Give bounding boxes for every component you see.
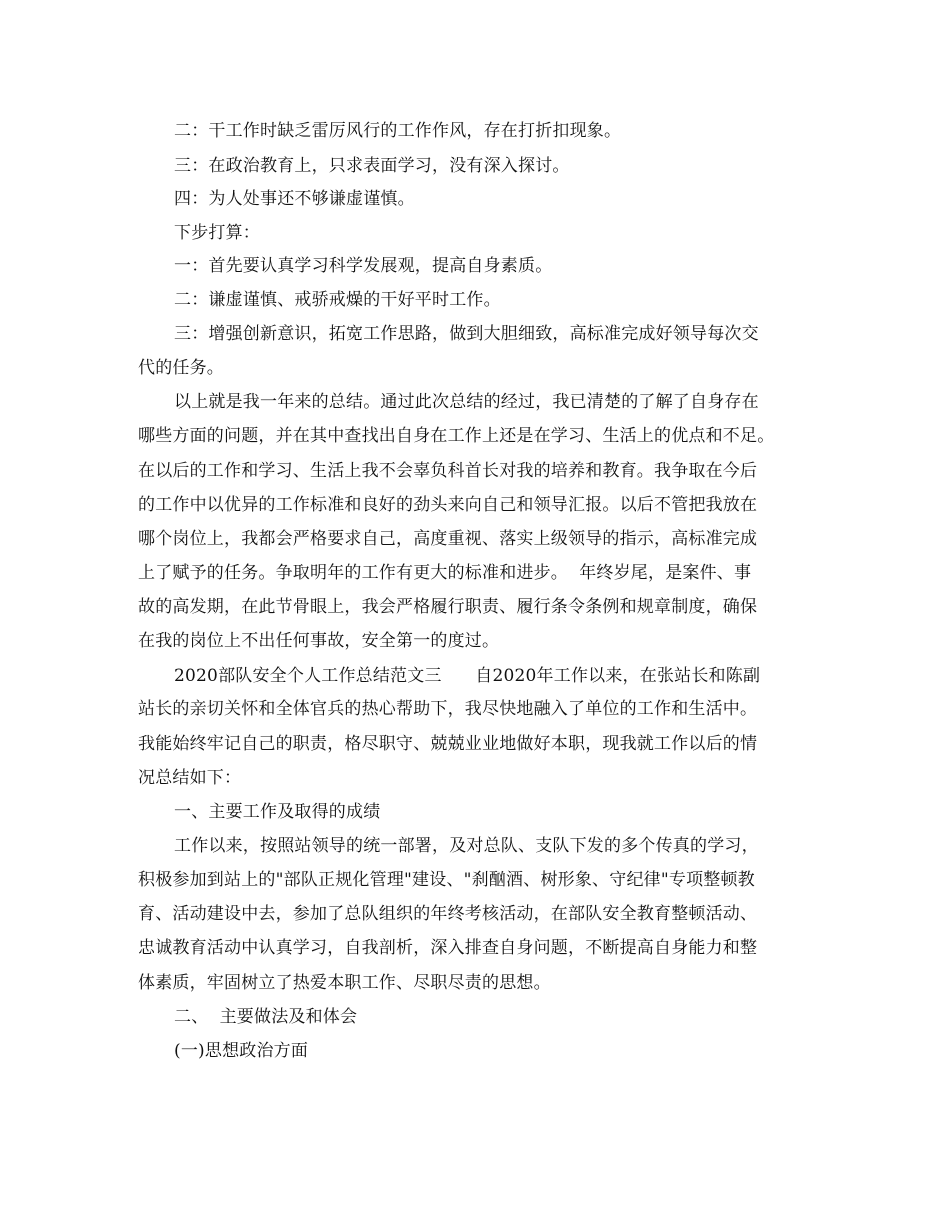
text-line: 一：首先要认真学习科学发展观，提高自身素质。 [174,256,553,276]
text-line: 站长的亲切关怀和全体官兵的热心帮助下，我尽快地融入了单位的工作和生活中。 [138,699,758,719]
text-line: 哪个岗位上，我都会严格要求自己，高度重视、落实上级领导的指示，高标准完成 [138,529,758,549]
text-line: 工作以来，按照站领导的统一部署，及对总队、支队下发的多个传真的学习， [174,836,759,856]
text-line: 体素质，牢固树立了热爱本职工作、尽职尽责的思想。 [138,973,551,993]
text-line: 故的高发期，在此节骨眼上，我会严格履行职责、履行条令条例和规章制度，确保 [138,597,758,617]
text-line: 四：为人处事还不够谦虚谨慎。 [174,189,415,209]
text-line: 上了赋予的任务。争取明年的工作有更大的标准和进步。 年终岁尾，是案件、事 [138,563,752,583]
text-line: 哪些方面的问题，并在其中查找出自身在工作上还是在学习、生活上的优点和不足。 [138,426,775,446]
text-line: 三：增强创新意识，拓宽工作思路，做到大胆细致，高标准完成好领导每次交 [174,324,759,344]
text-line: 三：在政治教育上，只求表面学习，没有深入探讨。 [174,156,570,176]
text-line: 况总结如下： [138,768,242,788]
text-line: 的工作中以优异的工作标准和良好的劲头来向自己和领导汇报。以后不管把我放在 [138,495,758,515]
text-line: 在以后的工作和学习、生活上我不会辜负科首长对我的培养和教育。我争取在今后 [138,461,758,481]
text-line: 一、主要工作及取得的成绩 [174,802,381,822]
text-line: 2020部队安全个人工作总结范文三 自2020年工作以来，在张站长和陈副 [174,666,761,686]
text-line: 二：干工作时缺乏雷厉风行的工作作风，存在打折扣现象。 [174,121,622,141]
text-line: 二：谦虚谨慎、戒骄戒燥的干好平时工作。 [174,290,501,310]
text-line: 以上就是我一年来的总结。通过此次总结的经过，我已清楚的了解了自身存在 [174,392,759,412]
text-line: 育、活动建设中去，参加了总队组织的年终考核活动，在部队安全教育整顿活动、 [138,904,758,924]
text-line: 忠诚教育活动中认真学习，自我剖析，深入排查自身问题，不断提高自身能力和整 [138,938,758,958]
text-line: 积极参加到站上的"部队正规化管理"建设、"刹酗酒、树形象、守纪律"专项整顿教 [138,870,755,890]
text-line: 二、 主要做法及和体会 [174,1007,358,1027]
text-line: 我能始终牢记自己的职责，格尽职守、兢兢业业地做好本职，现我就工作以后的情 [138,734,758,754]
text-line: (一)思想政治方面 [174,1041,309,1061]
text-line: 下步打算： [174,223,260,243]
text-line: 在我的岗位上不出任何事故，安全第一的度过。 [138,631,500,651]
text-line: 代的任务。 [138,358,224,378]
